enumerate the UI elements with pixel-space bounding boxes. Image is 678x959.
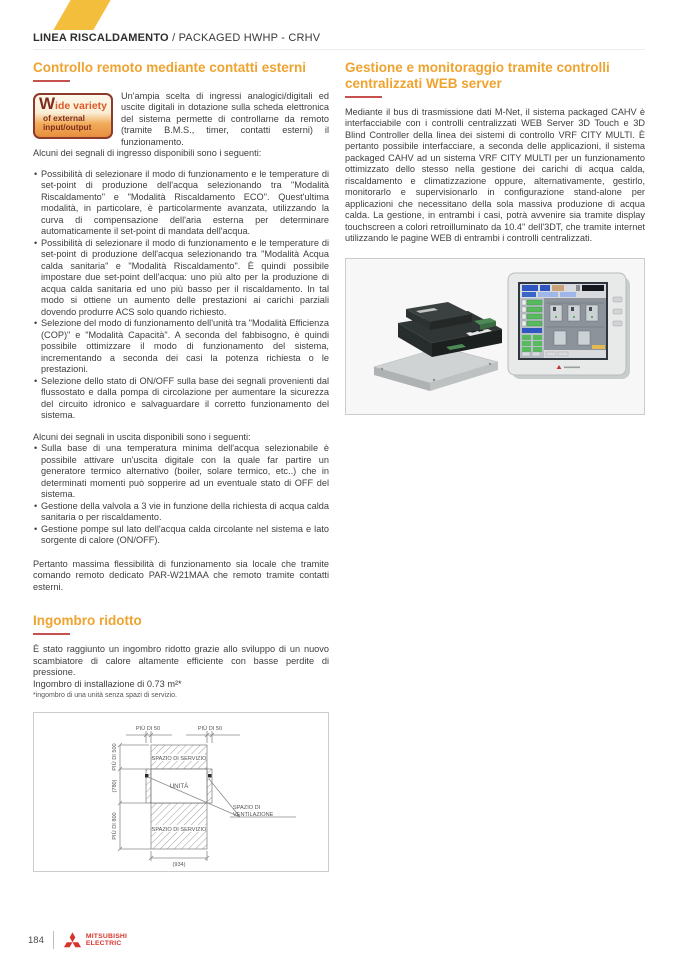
controllers-photo [345,258,645,415]
output-signals-label: Alcuni dei segnali in uscita disponibili sono i seguenti: [33,431,251,442]
installation-clearance-diagram [33,712,329,872]
output-signals-list [33,443,329,547]
mitsubishi-three-diamonds-icon [63,932,82,949]
list-item: • Gestione pompe sul lato dell'acqua calda circolante nel sistema e lato sorgente di calore (ON/OFF). [33,524,329,547]
dim-left-mid-label: (780) [112,779,118,793]
list-item: • Selezione dello stato di ON/OFF sulla base dei segnali provenienti dal flussostato e dalla pompa di circolazione per aumentare la sicurezza del circuito idronico e salvaguardare il corretto funzionamento del sistema. [33,376,329,422]
header-product: / PACKAGED HWHP - CRHV [168,32,321,44]
title-underline [33,80,70,82]
footprint-paragraph: È stato raggiunto un ingombro ridotto grazie allo sviluppo di un nuovo scambiatore di calore altamente efficiente con basse perdite di pressione. [33,644,329,678]
ventilation-space-label-2: VENTILAZIONE [233,812,274,819]
page-number: 184 [28,934,44,946]
section-title-footprint: Ingombro ridotto [33,613,142,629]
header-series: LINEA RISCALDAMENTO [33,32,169,44]
brand-line-2: ELECTRIC [85,940,122,947]
web-server-paragraph: Mediante il bus di trasmissione dati M-Net, il sistema packaged CAHV è interfacciabile con i controlli centralizzati WEB Server 3D Touch e 3D Blind Controller della linea dei sistemi di controllo VRF CITY MULTI. È pertanto possibile interfacciare, a seconda delle applicazioni, il sistema packaged CAHV ad un sistema VRF CITY MULTI per un funzionamento ottimizzato dello stesso nella gestione dei carichi di acqua calda, riscaldamento e climatizzazione oppure, alternativamente, gestirlo, monitorarlo e supervisionarlo in configurazione stand-alone per applicazioni che necessitano della sola massiva produzione di acqua calda. La gestione, in entrambi i casi, potrà avvenire sia tramite display touchscreen a colori retroilluminato da 10.4" dell'3DT, che tramite internet utilizzando le pagine WEB di entrambi i controlli centralizzati. [345,106,645,244]
dim-top-right-label: PIÙ DI 50 [197,726,223,733]
yellow-flag-logo [53,0,110,30]
dim-bottom-label: (934) [172,862,186,869]
badge-top-line [39,93,107,114]
footprint-footnote: *ingombro di una unità senza spazi di servizio. [33,692,177,700]
intro-paragraph: Un'ampia scelta di ingressi analogici/digitali ed uscite digitali in dotazione sulla scheda elettronica del sistema permette di controllarne da remoto (tramite B.M.S., timer, contatti esterni) il funzionamento. [121,90,329,147]
badge-top-rest: ide variety [55,99,107,112]
dim-top-left-label: PIÙ DI 50 [135,726,161,733]
badge-big-w: W [39,93,56,113]
title-underline [33,633,70,635]
list-item: • Selezione del modo di funzionamento dell'unità tra "Modalità Efficienza (COP)" e "Modalità Capacità". A seconda del fabbisogno, è quindi possibile ottimizzare il modo di funzionamento del sistema, incrementando a seconda dei casi la potenza richiesta o le prestazioni. [33,318,329,376]
service-space-top-label: SPAZIO DI SERVIZIO [151,756,207,763]
intro-block [33,91,329,160]
vent-marker-left [145,774,148,777]
badge-line-2: of external [43,112,85,123]
footprint-paragraph-2: Ingombro di installazione di 0.73 m²* [33,678,182,689]
footer-divider [53,931,54,949]
two-column-layout [33,60,645,872]
mitsubishi-logo [63,932,127,949]
left-column [33,60,329,872]
dim-left-bottom-label: PIÙ DI 800 [112,812,118,841]
page-header [33,32,645,50]
intro-paragraph-2: Alcuni dei segnali di ingresso disponibili sono i seguenti: [33,148,262,159]
controllers-photo-svg [346,259,644,414]
closing-paragraph: Pertanto massima flessibilità di funzionamento sia locale che tramite comando remoto dedicato PAR-W21MAA che remoto tramite contatti esterni. [33,558,329,592]
vent-marker-right [208,774,211,777]
list-item: • Possibilità di selezionare il modo di funzionamento e le temperature di set-point di produzione dell'acqua selezionando tra "Modalità Acqua calda sanitaria" e "Modalità Riscaldamento". È quindi possibile impostare due set-point dell'acqua: uno più alto per la produzione di acqua calda sanitaria ed uno più basso per il riscaldamento. In tal modo si ottiene un aumento delle prestazioni ai carichi parziali dovendo produrre ACS solo quando richiesto. [33,238,329,319]
section-title-remote-control: Controllo remoto mediante contatti esterni [33,60,307,75]
ventilation-space-label-1: SPAZIO DI [233,805,261,812]
dim-left-top-label: PIÙ DI 500 [112,743,118,772]
brand-line-1: MITSUBISHI [85,932,128,940]
mitsubishi-wordmark [86,933,127,948]
list-item: • Sulla base di una temperatura minima dell'acqua selezionabile è possibile attivare un'uscita digitale con la quale far partire un generatore termico alternativo (boiler, solare termico, etc..) che in determinati momenti può sopperire ad un eventuale stato di OFF del sistema. [33,443,329,501]
input-signals-list [33,169,329,422]
right-column [345,60,645,872]
unit-label: UNITÀ [169,783,189,791]
touch-panel-image [508,273,630,379]
section-title-web-server: Gestione e monitoraggio tramite controlli centralizzati WEB server [345,60,610,91]
title-underline [345,96,382,98]
badge-line-3: input/output [43,122,92,133]
clearance-diagram-svg [34,713,328,871]
page-footer [28,931,127,949]
list-item: • Possibilità di selezionare il modo di funzionamento e le temperature di set-point di produzione dell'acqua selezionando tra "Modalità Riscaldamento" e "Modalità Riscaldamento ECO". Quest'ultima modalità, in particolare, è particolarmente avanzata, utilizzando la curva di compensazione dell'aria esterna per determinare automaticamente il set-point di mandata dell'acqua. [33,169,329,238]
list-item: • Gestione della valvola a 3 vie in funzione della richiesta di acqua calda sanitaria o per riscaldamento. [33,501,329,524]
wide-variety-badge [33,93,113,139]
service-space-bottom-label: SPAZIO DI SERVIZIO [151,827,207,834]
